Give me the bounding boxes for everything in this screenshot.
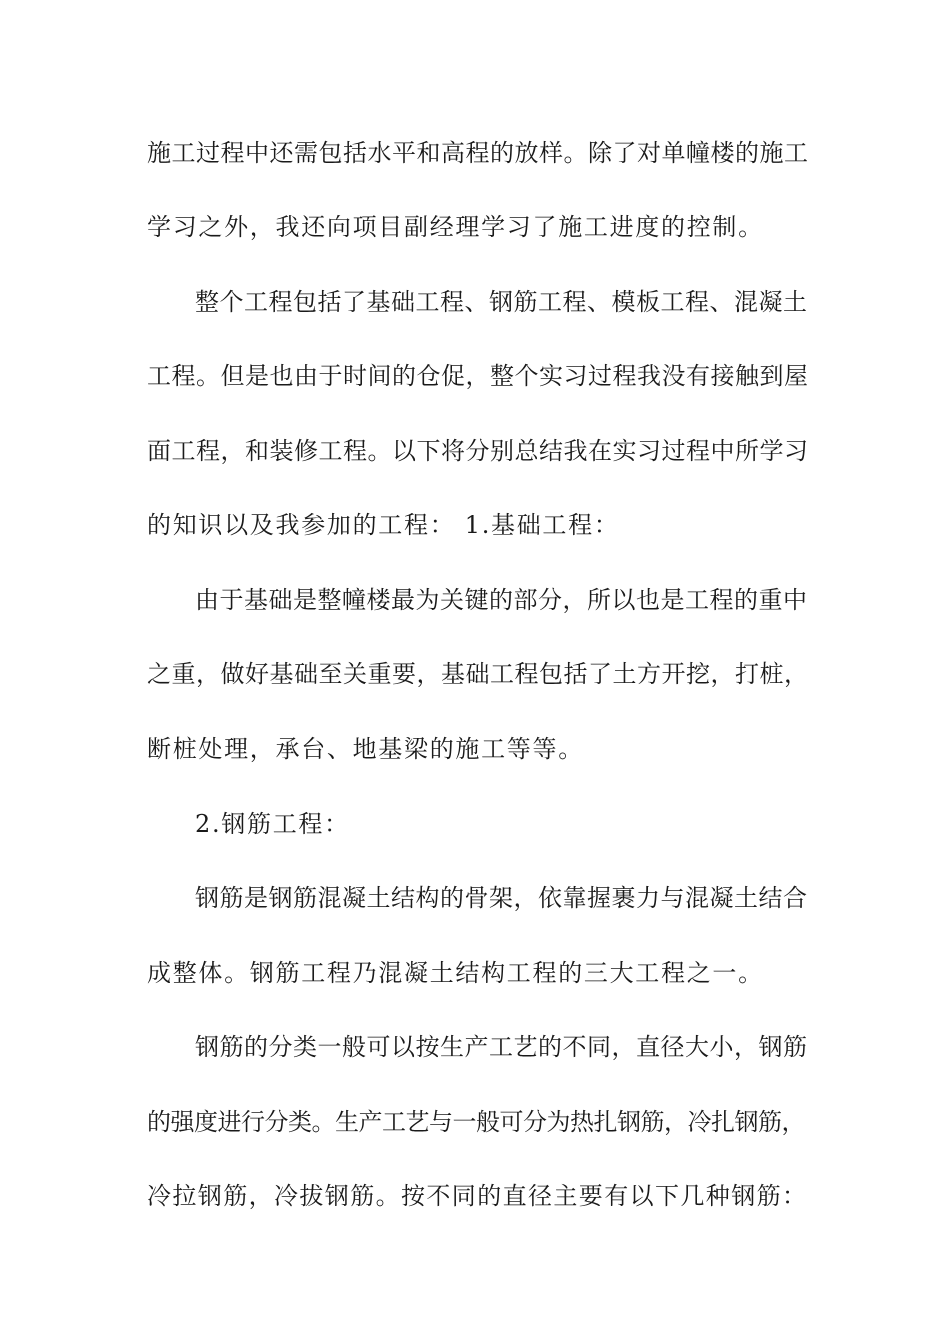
text-line-15: 冷拉钢筋，冷拔钢筋。按不同的直径主要有以下几种钢筋： xyxy=(147,1182,808,1210)
text-line-12: 成整体。钢筋工程乃混凝土结构工程的三大工程之一。 xyxy=(147,959,764,987)
text-line-7: 由于基础是整幢楼最为关键的部分，所以也是工程的重中 xyxy=(195,586,808,614)
text-line-4: 工程。但是也由于时间的仓促，整个实习过程我没有接触到屋 xyxy=(147,362,809,390)
text-line-14: 的强度进行分类。生产工艺与一般可分为热扎钢筋，冷扎钢筋， xyxy=(147,1108,805,1136)
text-line-3: 整个工程包括了基础工程、钢筋工程、模板工程、混凝土 xyxy=(195,288,808,316)
text-line-6: 的知识以及我参加的工程： 1.基础工程： xyxy=(147,511,620,539)
text-line-10: 2.钢筋工程： xyxy=(195,810,350,838)
text-line-5: 面工程，和装修工程。以下将分别总结我在实习过程中所学习 xyxy=(147,437,809,465)
text-line-1: 施工过程中还需包括水平和高程的放样。除了对单幢楼的施工 xyxy=(147,139,809,167)
text-line-8: 之重，做好基础至关重要，基础工程包括了土方开挖，打桩， xyxy=(147,660,809,688)
text-line-13: 钢筋的分类一般可以按生产工艺的不同，直径大小，钢筋 xyxy=(195,1033,808,1061)
text-line-11: 钢筋是钢筋混凝土结构的骨架，依靠握裹力与混凝土结合 xyxy=(195,884,808,912)
text-line-2: 学习之外，我还向项目副经理学习了施工进度的控制。 xyxy=(147,213,764,241)
text-line-9: 断桩处理，承台、地基梁的施工等等。 xyxy=(147,735,584,763)
